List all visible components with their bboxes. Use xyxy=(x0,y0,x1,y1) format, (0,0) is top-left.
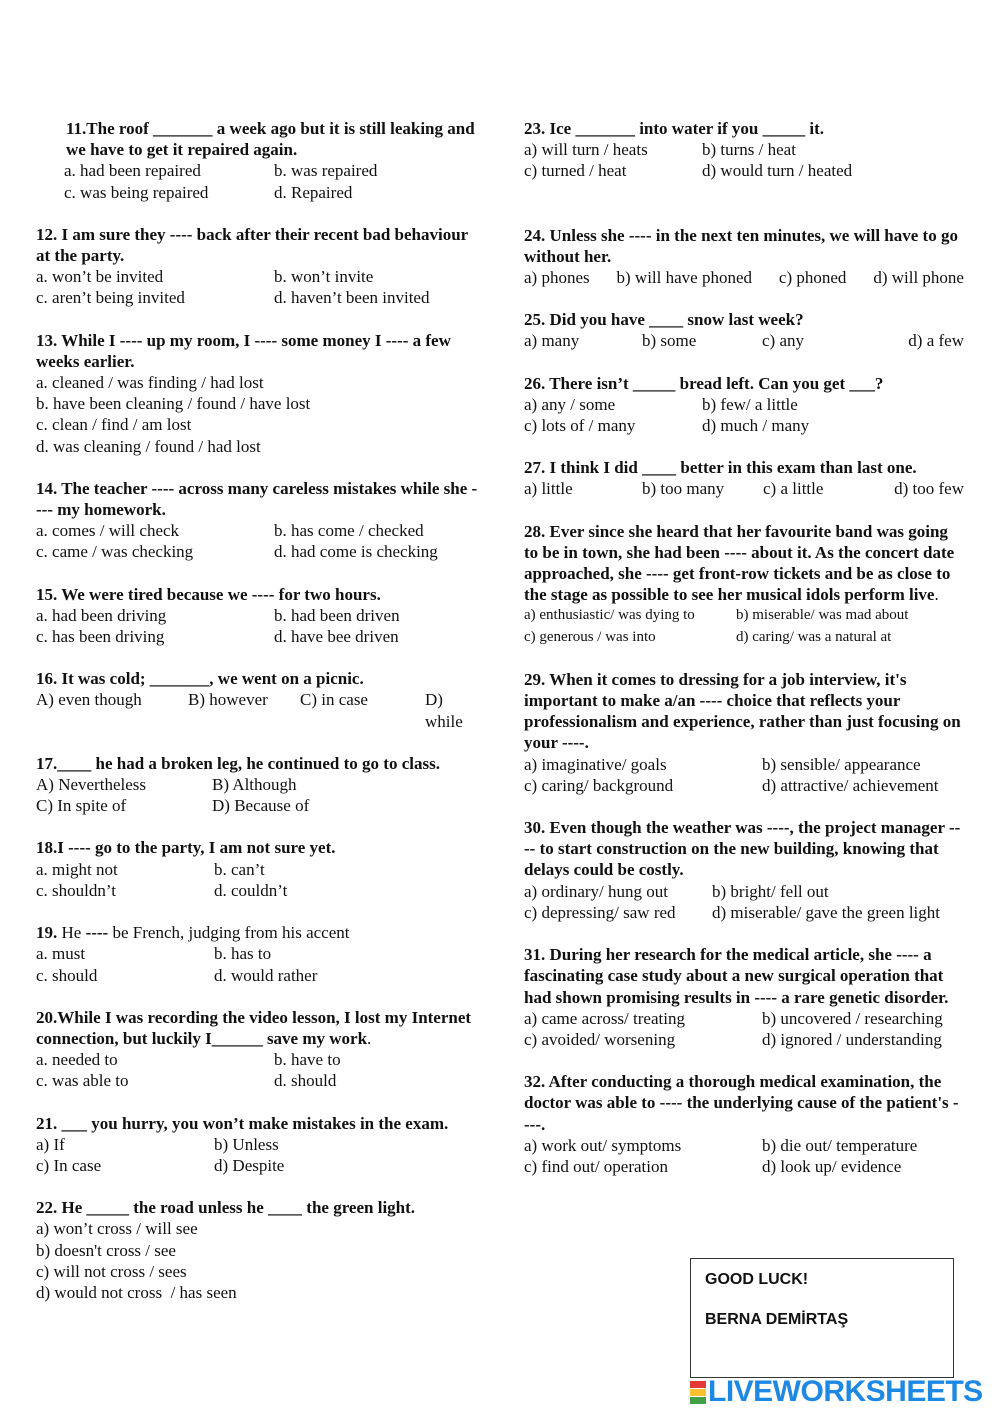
options xyxy=(524,881,964,923)
question-16 xyxy=(36,668,481,732)
question-30 xyxy=(524,817,964,923)
option-a[interactable]: a) If xyxy=(36,1134,65,1154)
option-b[interactable]: B) Although xyxy=(212,775,297,795)
option-c[interactable]: c) any xyxy=(762,331,805,351)
question-stem: 16. It was cold; _______, we went on a picnic. xyxy=(36,669,364,689)
options xyxy=(36,859,481,901)
options xyxy=(524,267,964,288)
question-18 xyxy=(36,837,481,901)
option-d[interactable]: d. couldn’t xyxy=(214,880,288,900)
question-22 xyxy=(36,1197,481,1303)
option-c[interactable]: c. shouldn’t xyxy=(36,880,116,900)
options xyxy=(36,1134,481,1176)
option-c[interactable]: c) lots of / many xyxy=(524,416,636,436)
option-a[interactable]: a) little xyxy=(524,479,573,499)
option-b[interactable]: b) Unless xyxy=(214,1134,279,1154)
liveworksheets-logo xyxy=(690,1376,995,1408)
option-d[interactable]: d. should xyxy=(274,1071,337,1091)
question-19 xyxy=(36,922,481,986)
question-14 xyxy=(36,478,481,563)
question-12 xyxy=(36,224,481,309)
option-d[interactable]: d) a few xyxy=(908,331,964,351)
option-c[interactable]: c) will not cross / sees xyxy=(36,1261,187,1281)
option-b[interactable]: b) doesn't cross / see xyxy=(36,1240,176,1260)
option-a[interactable]: a) work out/ symptoms xyxy=(524,1135,682,1155)
option-b[interactable]: b) miserable/ was mad about xyxy=(736,607,909,624)
question-25 xyxy=(524,309,964,351)
option-d[interactable]: d) too few xyxy=(894,479,964,499)
stem-text: He xyxy=(57,923,86,943)
options xyxy=(36,520,481,562)
option-d[interactable]: d. have bee driven xyxy=(274,627,399,647)
question-27 xyxy=(524,457,964,499)
logo-mark-icon xyxy=(690,1380,706,1404)
option-d[interactable]: d. Repaired xyxy=(274,182,353,202)
question-stem: 25. Did you have ____ snow last week? xyxy=(524,310,804,330)
option-c[interactable]: c. was able to xyxy=(36,1071,129,1091)
option-d[interactable]: d) will phone xyxy=(873,268,964,288)
question-stem: 30. Even though the weather was ----, the project manager ---- to start construction on the new building, knowing that delays could be costly. xyxy=(524,818,961,880)
question-11 xyxy=(36,118,481,203)
option-a[interactable]: a) many xyxy=(524,331,580,351)
question-26 xyxy=(524,373,964,437)
options xyxy=(36,160,481,202)
option-c[interactable]: c) caring/ background xyxy=(524,775,674,795)
option-d[interactable]: d) attractive/ achievement xyxy=(762,775,939,795)
question-28 xyxy=(524,521,964,648)
options xyxy=(36,266,481,308)
option-a[interactable]: a. might not xyxy=(36,859,118,879)
question-stem: 32. After conducting a thorough medical examination, the doctor was able to ---- the underlying cause of the patient's ----. xyxy=(524,1072,959,1134)
stem-period: . xyxy=(367,1028,372,1048)
options xyxy=(524,1135,964,1177)
option-c[interactable]: c) depressing/ saw red xyxy=(524,902,676,922)
option-d[interactable]: d) much / many xyxy=(702,416,810,436)
option-a[interactable]: a. won’t be invited xyxy=(36,267,164,287)
option-a[interactable]: a) will turn / heats xyxy=(524,140,648,160)
option-d[interactable]: D) Because of xyxy=(212,796,310,816)
question-13 xyxy=(36,330,481,457)
left-column xyxy=(36,118,481,1324)
option-b[interactable]: b. have been cleaning / found / have lost xyxy=(36,394,311,414)
stem-text: be French, judging from his accent xyxy=(108,923,350,943)
stem-period: . xyxy=(934,585,939,605)
option-d[interactable]: d) Despite xyxy=(214,1155,285,1175)
option-a[interactable]: a. comes / will check xyxy=(36,521,180,541)
option-c[interactable]: c) turned / heat xyxy=(524,161,627,181)
question-stem: 11.The roof _______ a week ago but it is still leaking and we have to get it repaired again. xyxy=(66,119,475,160)
option-b[interactable]: b) some xyxy=(642,331,697,351)
option-a[interactable]: A) Nevertheless xyxy=(36,775,146,795)
option-a[interactable]: a) came across/ treating xyxy=(524,1008,685,1028)
question-stem xyxy=(524,521,964,606)
option-c[interactable]: c) phoned xyxy=(778,268,847,288)
options xyxy=(36,774,481,816)
option-c[interactable]: C) In spite of xyxy=(36,796,127,816)
options xyxy=(524,394,964,436)
option-a[interactable]: a. had been driving xyxy=(36,605,167,625)
option-a[interactable]: a. cleaned / was finding / had lost xyxy=(36,373,264,393)
author-name: BERNA DEMİRTAŞ xyxy=(705,1311,849,1328)
option-c[interactable]: c) generous / was into xyxy=(524,628,656,645)
logo-text: LIVEWORKSHEETS xyxy=(708,1375,983,1408)
option-b[interactable]: b) turns / heat xyxy=(702,140,796,160)
question-stem: 12. I am sure they ---- back after their recent bad behaviour at the party. xyxy=(36,224,468,266)
question-stem: 17.____ he had a broken leg, he continued to go to class. xyxy=(36,753,440,773)
option-b[interactable]: b. won’t invite xyxy=(274,267,374,287)
option-a[interactable]: a) phones xyxy=(524,268,590,288)
right-column xyxy=(524,118,964,1198)
option-b[interactable]: b. was repaired xyxy=(274,161,378,181)
option-d[interactable]: d. had come is checking xyxy=(274,542,438,562)
options xyxy=(524,605,964,647)
question-stem: 26. There isn’t _____ bread left. Can you get ___? xyxy=(524,373,884,393)
option-a[interactable]: A) even though xyxy=(36,690,142,710)
option-a[interactable]: a. must xyxy=(36,944,86,964)
question-stem: 29. When it comes to dressing for a job interview, it's important to make a/an ---- choice that reflects your professionalism and experience, rather than just focusing on your ----. xyxy=(524,669,961,753)
option-c[interactable]: c. was being repaired xyxy=(64,182,209,202)
option-b[interactable]: b) uncovered / researching xyxy=(762,1008,943,1028)
good-luck-text: GOOD LUCK! xyxy=(705,1271,809,1288)
option-b[interactable]: b) few/ a little xyxy=(702,394,798,414)
options xyxy=(524,478,964,499)
options xyxy=(36,943,481,985)
options xyxy=(36,689,481,731)
question-21 xyxy=(36,1113,481,1177)
option-c[interactable]: c) avoided/ worsening xyxy=(524,1029,676,1049)
question-stem: 18.I ---- go to the party, I am not sure yet. xyxy=(36,838,336,858)
option-b[interactable]: b. had been driven xyxy=(274,605,400,625)
question-stem: 14. The teacher ---- across many careless mistakes while she ---- my homework. xyxy=(36,478,478,520)
question-15 xyxy=(36,584,481,648)
option-c[interactable]: c. clean / find / am lost xyxy=(36,415,192,435)
question-stem: 21. ___ you hurry, you won’t make mistakes in the exam. xyxy=(36,1113,449,1133)
question-number: 19. xyxy=(36,923,58,943)
option-d[interactable]: d. haven’t been invited xyxy=(274,288,430,308)
option-a[interactable]: a. needed to xyxy=(36,1050,118,1070)
option-c[interactable]: c. should xyxy=(36,965,98,985)
option-c[interactable]: C) in case xyxy=(300,690,368,710)
stem-text: 28. Ever since she heard that her favourite band was going to be in town, she had been ---- about it. As the concert date approached, she ---- get front-row tickets and be as close to the stage as possible to see her musical idols perform live xyxy=(524,521,955,605)
question-stem: 24. Unless she ---- in the next ten minutes, we will have to go without her. xyxy=(524,225,958,266)
question-stem xyxy=(36,1007,481,1049)
option-b[interactable]: B) however xyxy=(188,690,268,710)
option-c[interactable]: c) a little xyxy=(763,479,824,499)
question-stem: 22. He _____ the road unless he ____ the green light. xyxy=(36,1198,416,1218)
question-23 xyxy=(524,118,964,182)
option-d[interactable]: D) while xyxy=(425,690,463,731)
options xyxy=(524,139,964,181)
option-a[interactable]: a) any / some xyxy=(524,394,616,414)
option-a[interactable]: a) won’t cross / will see xyxy=(36,1219,198,1239)
signature-box xyxy=(690,1258,954,1378)
stem-text: 20.While I was recording the video lesson, I lost my Internet connection, but luckily I______ save my work xyxy=(36,1007,472,1048)
question-stem: 23. Ice _______ into water if you _____ it. xyxy=(524,119,824,138)
stem-blank: ---- xyxy=(85,923,109,943)
option-b[interactable]: b. has to xyxy=(214,944,272,964)
question-stem: 27. I think I did ____ better in this exam than last one. xyxy=(524,458,917,478)
question-stem: 13. While I ---- up my room, I ---- some money I ---- a few weeks earlier. xyxy=(36,330,451,371)
option-c[interactable]: c. has been driving xyxy=(36,627,165,647)
question-17 xyxy=(36,753,481,817)
options xyxy=(524,1008,964,1050)
option-b[interactable]: b) die out/ temperature xyxy=(762,1135,918,1155)
question-31 xyxy=(524,944,964,1050)
option-d[interactable]: d. was cleaning / found / had lost xyxy=(36,436,261,456)
question-stem: 31. During her research for the medical article, she ---- a fascinating case study about a new surgical operation that had shown promising results in ---- a rare genetic disorder. xyxy=(524,945,949,1007)
option-c[interactable]: c) In case xyxy=(36,1155,102,1175)
option-d[interactable]: d) caring/ was a natural at xyxy=(736,628,892,645)
option-d[interactable]: d) miserable/ gave the green light xyxy=(712,902,940,922)
option-c[interactable]: c. aren’t being invited xyxy=(36,288,185,308)
option-a[interactable]: a. had been repaired xyxy=(64,161,201,181)
question-stem: 15. We were tired because we ---- for two hours. xyxy=(36,584,381,604)
option-d[interactable]: d. would rather xyxy=(214,965,318,985)
options xyxy=(36,1049,481,1091)
question-32 xyxy=(524,1071,964,1177)
option-d[interactable]: d) look up/ evidence xyxy=(762,1156,902,1176)
option-c[interactable]: c. came / was checking xyxy=(36,542,194,562)
option-b[interactable]: b) will have phoned xyxy=(616,268,753,288)
option-d[interactable]: d) would not cross / has seen xyxy=(36,1282,237,1302)
option-b[interactable]: b) bright/ fell out xyxy=(712,881,829,901)
options xyxy=(36,605,481,647)
option-b[interactable]: b) sensible/ appearance xyxy=(762,754,921,774)
option-b[interactable]: b. can’t xyxy=(214,859,265,879)
options xyxy=(524,754,964,796)
option-d[interactable]: d) would turn / heated xyxy=(702,161,853,181)
question-24 xyxy=(524,225,964,289)
option-c[interactable]: c) find out/ operation xyxy=(524,1156,668,1176)
options xyxy=(524,330,964,351)
option-d[interactable]: d) ignored / understanding xyxy=(762,1029,942,1049)
question-29 xyxy=(524,669,964,796)
option-b[interactable]: b. have to xyxy=(274,1050,341,1070)
question-stem xyxy=(36,922,481,943)
option-b[interactable]: b) too many xyxy=(642,479,725,499)
option-a[interactable]: a) imaginative/ goals xyxy=(524,754,667,774)
option-b[interactable]: b. has come / checked xyxy=(274,521,424,541)
option-a[interactable]: a) ordinary/ hung out xyxy=(524,881,668,901)
question-20 xyxy=(36,1007,481,1092)
option-a[interactable]: a) enthusiastic/ was dying to xyxy=(524,607,695,624)
